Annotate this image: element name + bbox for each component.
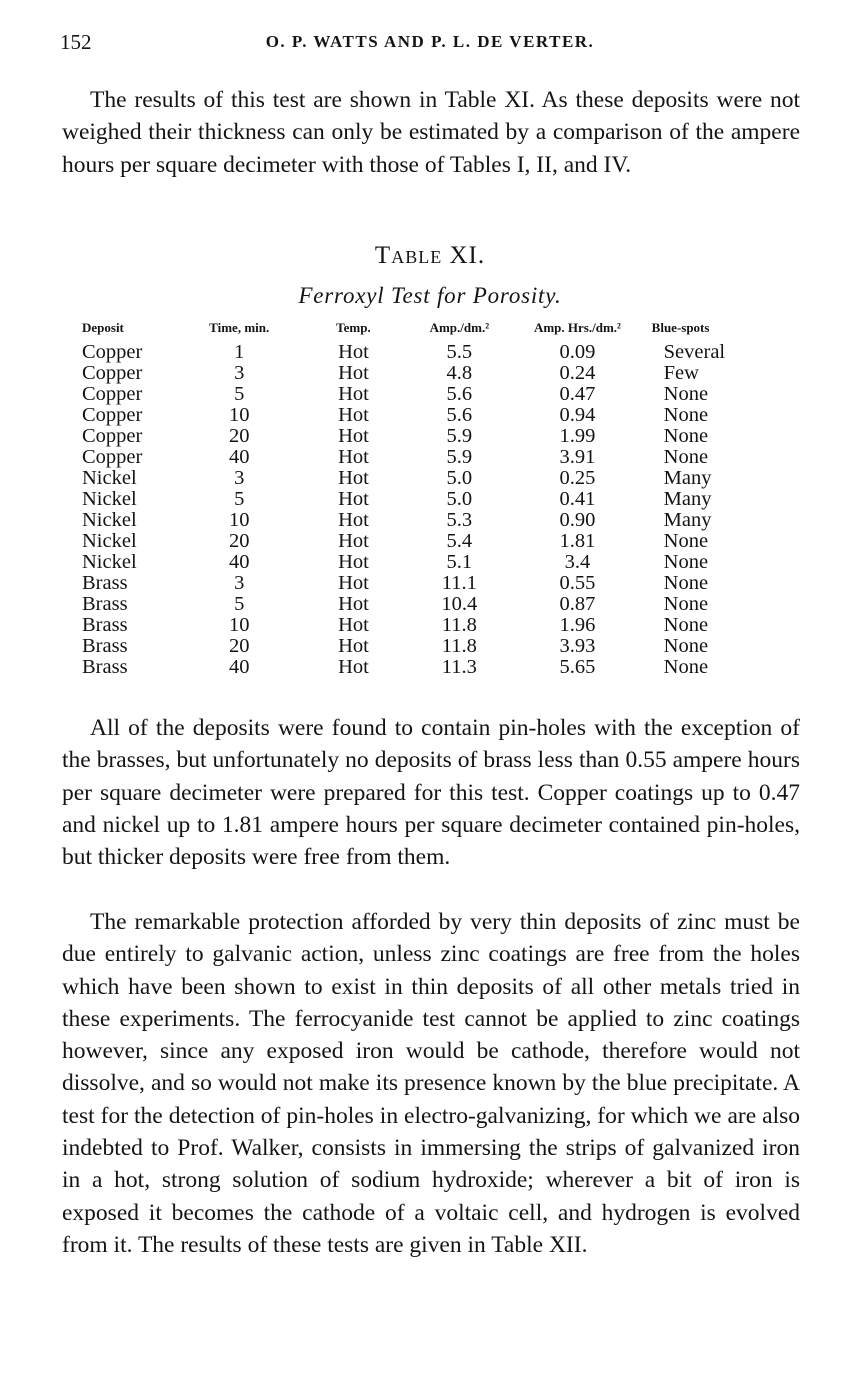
cell-deposit: Nickel [82, 551, 137, 573]
cell-amp: 11.3 [441, 656, 477, 678]
cell-time: 10 [228, 509, 250, 531]
cell-amp-hours: 0.90 [559, 509, 596, 531]
cell-deposit: Nickel [82, 467, 137, 489]
column-header-time: Time, min. [209, 320, 270, 335]
table-row [78, 426, 768, 447]
cell-deposit: Nickel [82, 488, 137, 510]
cell-amp: 5.9 [446, 425, 473, 447]
table-body [78, 342, 768, 678]
cell-temp: Hot [338, 467, 369, 489]
cell-time: 20 [228, 530, 250, 552]
cell-amp: 5.4 [446, 530, 473, 552]
cell-time: 20 [228, 425, 250, 447]
table-caption: Table XI. [374, 242, 486, 269]
cell-amp-hours: 3.93 [559, 635, 596, 657]
running-title: O. P. WATTS AND P. L. DE VERTER. [265, 32, 595, 51]
cell-amp-hours: 0.55 [559, 572, 596, 594]
table-row [78, 447, 768, 468]
cell-blue-spots: Many [663, 488, 712, 510]
cell-deposit: Copper [82, 341, 143, 363]
cell-blue-spots: None [663, 614, 709, 636]
cell-amp: 5.1 [446, 551, 473, 573]
table-row [78, 384, 768, 405]
cell-temp: Hot [338, 656, 369, 678]
cell-time: 10 [228, 614, 250, 636]
cell-amp-hours: 1.96 [559, 614, 596, 636]
column-header-deposit: Deposit [82, 320, 124, 335]
cell-amp-hours: 0.25 [559, 467, 596, 489]
cell-amp: 11.1 [441, 572, 477, 594]
results-paragraph: All of the deposits were found to contain pin-holes with the exception of the brasses, but unfortunately no deposits of brass less than 0.55 ampere hours per square decimeter were prepared for this test. Copper coatings up to 0.47 and nickel up to 1.81 ampere hours per square decimeter contained pin-holes, but thicker deposits were free from them. [62, 715, 800, 871]
cell-time: 5 [234, 488, 245, 510]
cell-blue-spots: None [663, 446, 709, 468]
cell-temp: Hot [338, 425, 369, 447]
cell-time: 5 [234, 383, 245, 405]
cell-time: 3 [234, 362, 245, 384]
cell-blue-spots: None [663, 635, 709, 657]
cell-amp-hours: 3.4 [564, 551, 591, 573]
cell-time: 40 [228, 656, 250, 678]
cell-deposit: Brass [82, 593, 128, 615]
cell-amp: 11.8 [441, 614, 477, 636]
intro-paragraph: The results of this test are shown in Table XI. As these deposits were not weighed their thickness can only be estimated by a comparison of the ampere hours per square decimeter with those of Tables I, II, and IV. [62, 87, 800, 178]
cell-deposit: Copper [82, 404, 143, 426]
cell-amp-hours: 0.41 [559, 488, 596, 510]
cell-temp: Hot [338, 635, 369, 657]
cell-time: 3 [234, 467, 245, 489]
cell-temp: Hot [338, 530, 369, 552]
cell-amp-hours: 1.99 [559, 425, 596, 447]
table-header-row [78, 320, 768, 342]
cell-amp: 4.8 [446, 362, 473, 384]
table-row [78, 363, 768, 384]
discussion-paragraph: The remarkable protection afforded by very thin deposits of zinc must be due entirely to galvanic action, unless zinc coatings are free from the holes which have been shown to exist in thin deposits of all other metals tried in these experiments. The ferrocyanide test cannot be applied to zinc coatings however, since any exposed iron would be cathode, therefore would not dissolve, and so would not make its presence known by the blue precipitate. A test for the detection of pin-holes in electro-galvanizing, for which we are also indebted to Prof. Walker, consists in immersing the strips of galvanized iron in a hot, strong solution of sodium hydroxide; wherever a bit of iron is exposed it becomes the cathode of a voltaic cell, and hydrogen is evolved from it. The results of these tests are given in Table XII. [62, 909, 800, 1258]
cell-deposit: Brass [82, 572, 128, 594]
cell-amp-hours: 5.65 [559, 656, 596, 678]
cell-amp: 5.0 [446, 467, 473, 489]
table-row [78, 510, 768, 531]
cell-amp-hours: 0.47 [559, 383, 596, 405]
cell-temp: Hot [338, 572, 369, 594]
cell-blue-spots: Several [663, 341, 726, 363]
cell-deposit: Nickel [82, 530, 137, 552]
cell-amp: 5.3 [446, 509, 473, 531]
cell-blue-spots: None [663, 425, 709, 447]
cell-temp: Hot [338, 404, 369, 426]
table-row [78, 489, 768, 510]
cell-temp: Hot [338, 362, 369, 384]
cell-blue-spots: None [663, 572, 709, 594]
cell-amp-hours: 3.91 [559, 446, 596, 468]
table-subtitle: Ferroxyl Test for Porosity. [298, 283, 562, 308]
cell-blue-spots: None [663, 551, 709, 573]
column-header-amp-hours: Amp. Hrs./dm.² [533, 320, 621, 335]
cell-temp: Hot [338, 341, 369, 363]
cell-deposit: Brass [82, 614, 128, 636]
cell-amp: 5.9 [446, 446, 473, 468]
cell-amp-hours: 0.24 [559, 362, 596, 384]
table-row [78, 468, 768, 489]
cell-amp: 5.6 [446, 404, 473, 426]
column-header-blue-spots: Blue-spots [651, 320, 710, 335]
cell-blue-spots: Many [663, 467, 712, 489]
cell-blue-spots: None [663, 656, 709, 678]
cell-deposit: Nickel [82, 509, 137, 531]
cell-time: 10 [228, 404, 250, 426]
cell-blue-spots: None [663, 593, 709, 615]
cell-temp: Hot [338, 446, 369, 468]
cell-amp-hours: 0.09 [559, 341, 596, 363]
cell-time: 40 [228, 551, 250, 573]
cell-time: 3 [234, 572, 245, 594]
cell-temp: Hot [338, 614, 369, 636]
cell-time: 1 [234, 341, 245, 363]
cell-blue-spots: None [663, 530, 709, 552]
table-row [78, 405, 768, 426]
cell-time: 20 [228, 635, 250, 657]
page-number: 152 [60, 30, 92, 54]
table-row [78, 342, 768, 363]
cell-blue-spots: None [663, 383, 709, 405]
cell-time: 5 [234, 593, 245, 615]
cell-amp: 5.6 [446, 383, 473, 405]
cell-amp: 11.8 [441, 635, 477, 657]
column-header-amp: Amp./dm.² [429, 320, 490, 335]
cell-deposit: Copper [82, 383, 143, 405]
table-row [78, 573, 768, 594]
cell-temp: Hot [338, 551, 369, 573]
cell-amp-hours: 1.81 [559, 530, 596, 552]
cell-amp-hours: 0.94 [559, 404, 596, 426]
table-row [78, 657, 768, 678]
cell-blue-spots: Many [663, 509, 712, 531]
table-row [78, 615, 768, 636]
cell-temp: Hot [338, 593, 369, 615]
cell-temp: Hot [338, 383, 369, 405]
cell-deposit: Brass [82, 656, 128, 678]
cell-temp: Hot [338, 488, 369, 510]
cell-time: 40 [228, 446, 250, 468]
cell-amp: 5.5 [446, 341, 473, 363]
cell-deposit: Brass [82, 635, 128, 657]
table-row [78, 531, 768, 552]
column-header-temp: Temp. [336, 320, 371, 335]
cell-deposit: Copper [82, 425, 143, 447]
cell-amp: 5.0 [446, 488, 473, 510]
table-row [78, 594, 768, 615]
cell-amp: 10.4 [441, 593, 478, 615]
cell-blue-spots: Few [663, 362, 699, 384]
cell-deposit: Copper [82, 446, 143, 468]
cell-blue-spots: None [663, 404, 709, 426]
table-row [78, 636, 768, 657]
cell-amp-hours: 0.87 [559, 593, 596, 615]
cell-deposit: Copper [82, 362, 143, 384]
cell-temp: Hot [338, 509, 369, 531]
running-head [60, 30, 800, 60]
data-table [78, 320, 768, 678]
table-row [78, 552, 768, 573]
